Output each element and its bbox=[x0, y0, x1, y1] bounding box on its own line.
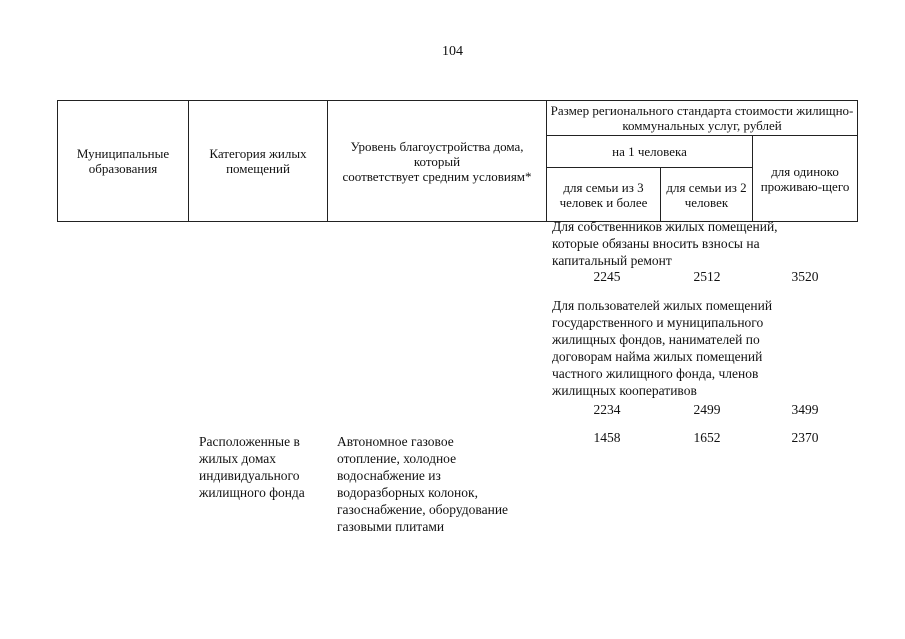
section-title-users: Для пользователей жилых помещений государственного и муниципального жилищных фондов, нанимателей по договорам найма жилых помещений частного жилищного фонда, членов жилищных кооперативов bbox=[552, 298, 773, 398]
header-category: Категория жилых помещений bbox=[189, 101, 328, 222]
section-title-owners: Для собственников жилых помещений, которые обязаны вносить взносы на капитальный ремонт bbox=[552, 219, 778, 268]
header-single: для одиноко проживаю-щего bbox=[753, 136, 858, 222]
header-standard: Размер регионального стандарта стоимости жилищно-коммунальных услуг, рублей bbox=[547, 101, 858, 136]
header-per-person: на 1 человека bbox=[547, 136, 753, 168]
header-family3: для семьи из 3 человек и более bbox=[547, 168, 661, 222]
row-value-single: 2370 bbox=[791, 430, 819, 445]
row-level: Автономное газовое отопление, холодное водоснабжение из водоразборных колонок, газоснабжение, оборудование газовыми плитами bbox=[337, 434, 509, 534]
header-family2: для семьи из 2 человек bbox=[661, 168, 753, 222]
value-users-family2: 2499 bbox=[693, 402, 721, 417]
value-users-family3: 2234 bbox=[593, 402, 621, 417]
value-users-single: 3499 bbox=[791, 402, 819, 417]
value-owners-family3: 2245 bbox=[593, 269, 621, 284]
row-value-family2: 1652 bbox=[693, 430, 721, 445]
header-level: Уровень благоустройства дома, который соответствует средним условиям* bbox=[328, 101, 547, 222]
header-municipal: Муниципальные образования bbox=[58, 101, 189, 222]
row-value-family3: 1458 bbox=[593, 430, 621, 445]
value-owners-single: 3520 bbox=[791, 269, 819, 284]
row-category: Расположенные в жилых домах индивидуального жилищного фонда bbox=[199, 434, 305, 500]
table-header bbox=[57, 100, 858, 222]
page-number: 104 bbox=[442, 44, 463, 59]
value-owners-family2: 2512 bbox=[693, 269, 721, 284]
